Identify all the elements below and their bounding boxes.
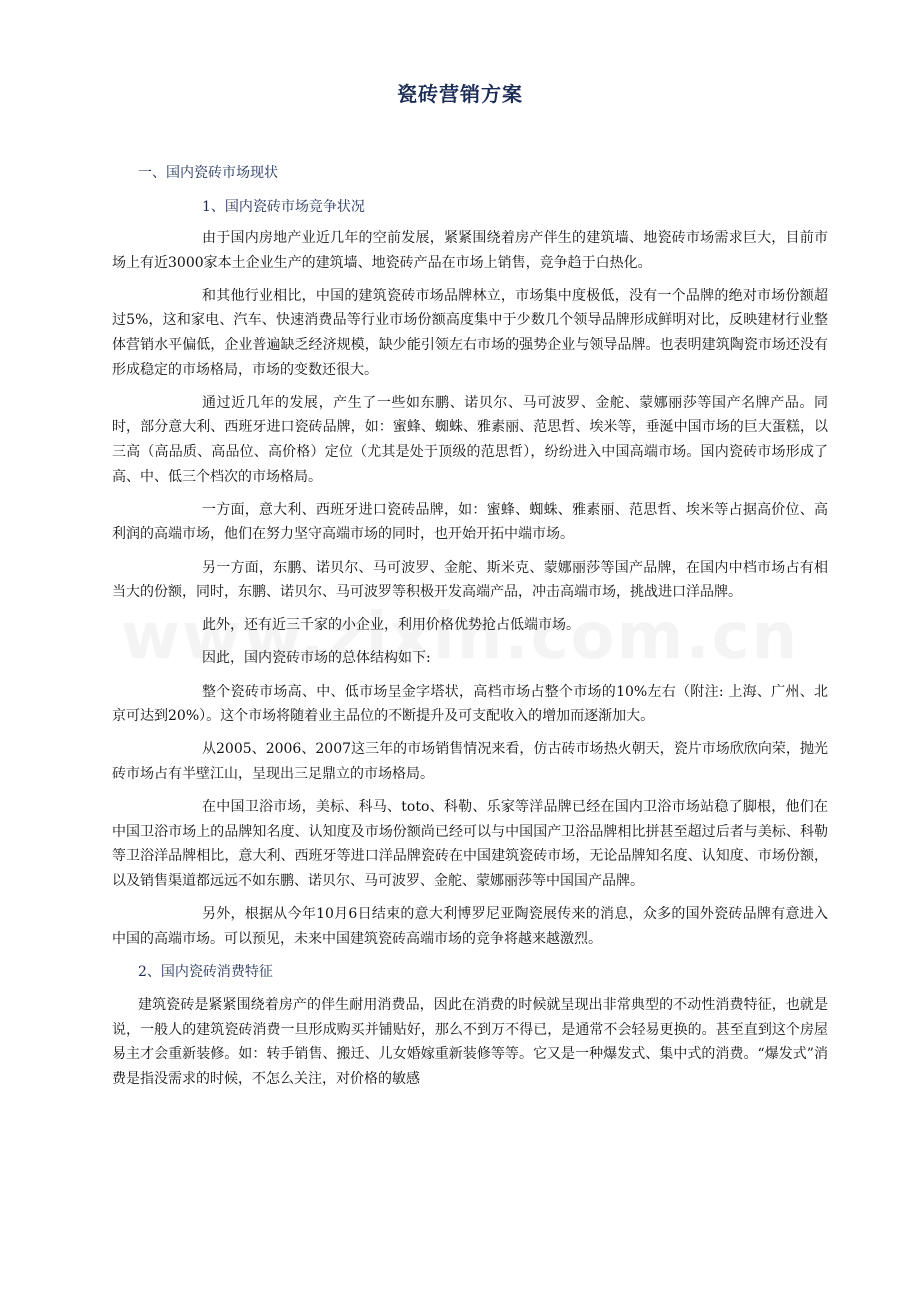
paragraph-7: 因此，国内瓷砖市场的总体结构如下:: [202, 650, 431, 667]
paragraph-10: 在中国卫浴市场，美标、科马、toto、科勒、乐家等洋品牌已经在国内卫浴市场站稳了脚根，他们在中国卫浴市场上的品牌知名度、认知度及市场份额尚已经可以与中国国产卫浴品牌相比拼甚至超过后者与美标、科勒等卫浴洋品牌相比，意大利、西班牙等进口洋品牌瓷砖在中国建筑瓷砖市场，无论品牌知名度、认知度、市场份额，以及销售渠道都远远不如东鹏、诺贝尔、马可波罗、金舵、蒙娜丽莎等中国国产品牌。: [112, 799, 828, 889]
paragraph-3: 通过近几年的发展，产生了一些如东鹏、诺贝尔、马可波罗、金舵、蒙娜丽莎等国产名牌产品。同时，部分意大利、西班牙进口瓷砖品牌，如：蜜蜂、蜘蛛、雅素丽、范思哲、埃米等，垂涎中国市场的巨大蛋糕，以三高（高品质、高品位、高价格）定位（尤其是处于顶级的范思哲），纷纷进入中国高端市场。国内瓷砖市场形成了高、中、低三个档次的市场格局。: [112, 394, 828, 485]
watermark: [0, 600, 920, 674]
paragraph-6: 此外，还有近三千家的小企业，利用价格优势抢占低端市场。: [202, 617, 580, 634]
paragraph-4: 一方面，意大利、西班牙进口瓷砖品牌，如：蜜蜂、蜘蛛、雅素丽、范思哲、埃米等占据高价位、高利润的高端市场，他们在努力坚守高端市场的同时，也开始开拓中端市场。: [112, 501, 828, 543]
paragraph-9: 从2005、2006、2007这三年的市场销售情况来看，仿古砖市场热火朝天，瓷片市场欣欣向荣，抛光砖市场占有半壁江山，呈现出三足鼎立的市场格局。: [112, 741, 828, 783]
paragraph-8: 整个瓷砖市场高、中、低市场呈金字塔状，高档市场占整个市场的10%左右（附注: 上海、广州、北京可达到20%）。这个市场将随着业主品位的不断提升及可支配收入的增加而逐渐加大。: [112, 683, 828, 725]
paragraph-12: 建筑瓷砖是紧紧围绕着房产的伴生耐用消费品，因此在消费的时候就呈现出非常典型的不动性消费特征，也就是说，一般人的建筑瓷砖消费一旦形成购买并铺贴好，那么不到万不得已，是通常不会轻易更换的。甚至直到这个房屋易主才会重新装修。如：转手销售、搬迁、儿女婚嫁重新装修等等。它又是一种爆发式、集中式的消费。“爆发式”消费是指没需求的时候，不怎么关注，对价格的敏感: [112, 997, 828, 1087]
paragraph-1: 由于国内房地产业近几年的空前发展，紧紧围绕着房产伴生的建筑墙、地瓷砖市场需求巨大，目前市场上有近3000家本土企业生产的建筑墙、地瓷砖产品在市场上销售，竞争趋于白热化。: [112, 230, 828, 271]
paragraph-11: 另外，根据从今年10月6日结束的意大利博罗尼亚陶瓷展传来的消息，众多的国外瓷砖品牌有意进入中国的高端市场。可以预见，未来中国建筑瓷砖高端市场的竞争将越来越激烈。: [112, 906, 828, 947]
subsection-heading-2: 2、国内瓷砖消费特征: [138, 963, 273, 980]
paragraph-2: 和其他行业相比，中国的建筑瓷砖市场品牌林立，市场集中度极低，没有一个品牌的绝对市场份额超过5%，这和家电、汽车、快速消费品等行业市场份额高度集中于少数几个领导品牌形成鲜明对比，反映建材行业整体营销水平偏低，企业普遍缺乏经济规模，缺少能引领左右市场的强势企业与领导品牌。也表明建筑陶瓷市场还没有形成稳定的市场格局，市场的变数还很大。: [112, 287, 828, 378]
subsection-heading-1: 1、国内瓷砖市场竞争状况: [202, 199, 365, 215]
section-heading-1: 一、国内瓷砖市场现状: [138, 165, 278, 181]
document-title: 瓷砖营销方案: [397, 82, 523, 106]
paragraph-5: 另一方面，东鹏、诺贝尔、马可波罗、金舵、斯米克、蒙娜丽莎等国产品牌，在国内中档市场占有相当大的份额，同时，东鹏、诺贝尔、马可波罗等积极开发高端产品，冲击高端市场，挑战进口洋品牌。: [112, 559, 828, 601]
